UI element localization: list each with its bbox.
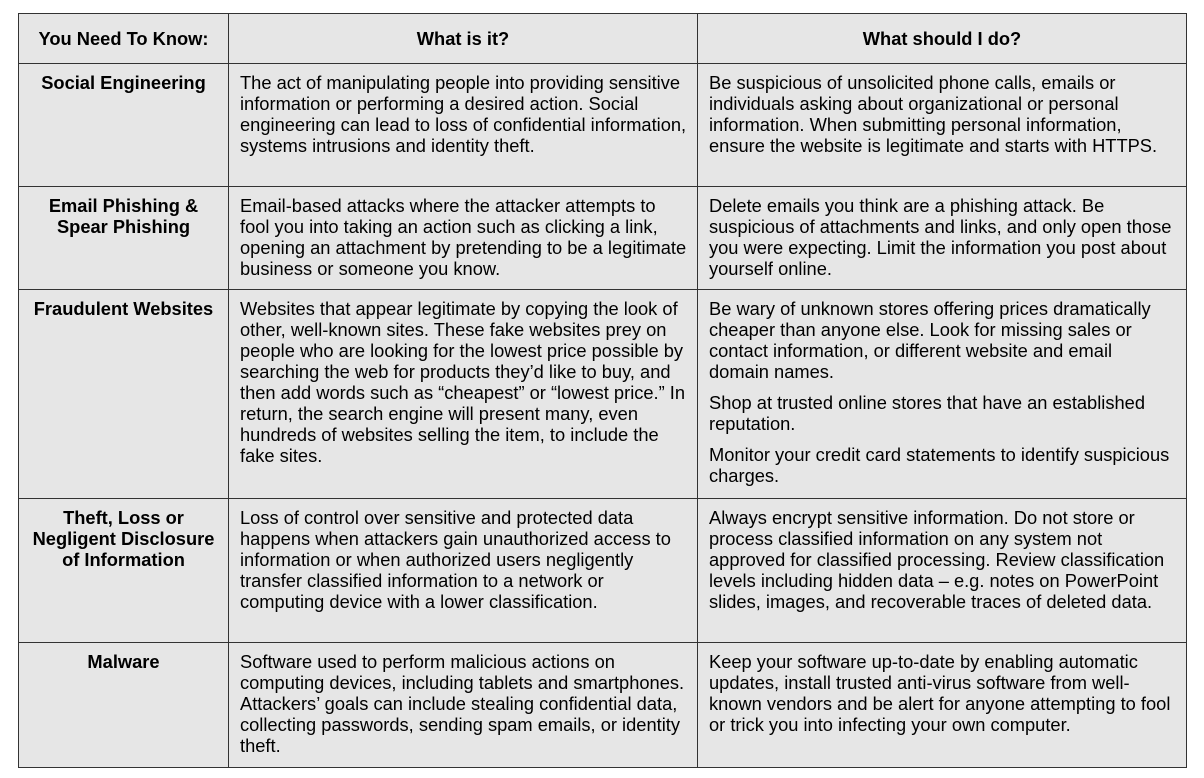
header-what-is-it: What is it?	[229, 14, 698, 64]
table-row	[19, 187, 1187, 290]
what-cell: The act of manipulating people into providing sensitive information or performing a desired action. Social engineering can lead to loss of confidential information, systems intrusions and identity theft.	[229, 64, 698, 187]
topic-cell: Social Engineering	[19, 64, 229, 187]
what-cell: Software used to perform malicious actions on computing devices, including tablets and smartphones. Attackers’ goals can include stealing confidential data, collecting passwords, sending spam emails, or identity theft.	[229, 643, 698, 768]
todo-cell	[698, 64, 1187, 187]
todo-paragraph: Monitor your credit card statements to identify suspicious charges.	[709, 444, 1170, 486]
table-row	[19, 643, 1187, 768]
todo-paragraph: Shop at trusted online stores that have an established reputation.	[709, 392, 1145, 434]
topic-cell: Fraudulent Websites	[19, 290, 229, 499]
topic-cell: Malware	[19, 643, 229, 768]
header-what-should-i-do: What should I do?	[698, 14, 1187, 64]
todo-cell	[698, 499, 1187, 643]
todo-cell	[698, 290, 1187, 499]
table-row	[19, 499, 1187, 643]
table-row	[19, 64, 1187, 187]
what-cell: Email-based attacks where the attacker attempts to fool you into taking an action such as clicking a link, opening an attachment by pretending to be a legitimate business or someone you know.	[229, 187, 698, 290]
topic-cell: Theft, Loss or Negligent Disclosure of Information	[19, 499, 229, 643]
todo-cell	[698, 643, 1187, 768]
topic-cell: Email Phishing & Spear Phishing	[19, 187, 229, 290]
what-cell: Loss of control over sensitive and protected data happens when attackers gain unauthorized access to information or when authorized users negligently transfer classified information to a network or computing device with a lower classification.	[229, 499, 698, 643]
what-cell: Websites that appear legitimate by copying the look of other, well-known sites. These fake websites prey on people who are looking for the lowest price possible by searching the web for products they’d like to buy, and then add words such as “cheapest” or “lowest price.” In return, the search engine will present many, even hundreds of websites selling the item, to include the fake sites.	[229, 290, 698, 499]
todo-paragraph: Always encrypt sensitive information. Do not store or process classified information on any system not approved for classified processing. Review classification levels including hidden data – e.g. notes on PowerPoint slides, images, and recoverable traces of deleted data.	[709, 507, 1165, 612]
todo-paragraph: Delete emails you think are a phishing attack. Be suspicious of attachments and links, and only open those you were expecting. Limit the information you post about yourself online.	[709, 195, 1172, 279]
table-row	[19, 290, 1187, 499]
todo-paragraph: Be wary of unknown stores offering prices dramatically cheaper than anyone else. Look for missing sales or contact information, or different website and email domain names.	[709, 298, 1151, 382]
todo-cell	[698, 187, 1187, 290]
todo-paragraph: Be suspicious of unsolicited phone calls, emails or individuals asking about organizational or personal information. When submitting personal information, ensure the website is legitimate and starts with HTTPS.	[709, 72, 1158, 156]
header-topic: You Need To Know:	[19, 14, 229, 64]
table-header-row	[19, 14, 1187, 64]
todo-paragraph: Keep your software up-to-date by enabling automatic updates, install trusted anti-virus software from well-known vendors and be alert for anyone attempting to fool or trick you into infecting your own computer.	[709, 651, 1171, 735]
security-awareness-table	[18, 13, 1187, 768]
